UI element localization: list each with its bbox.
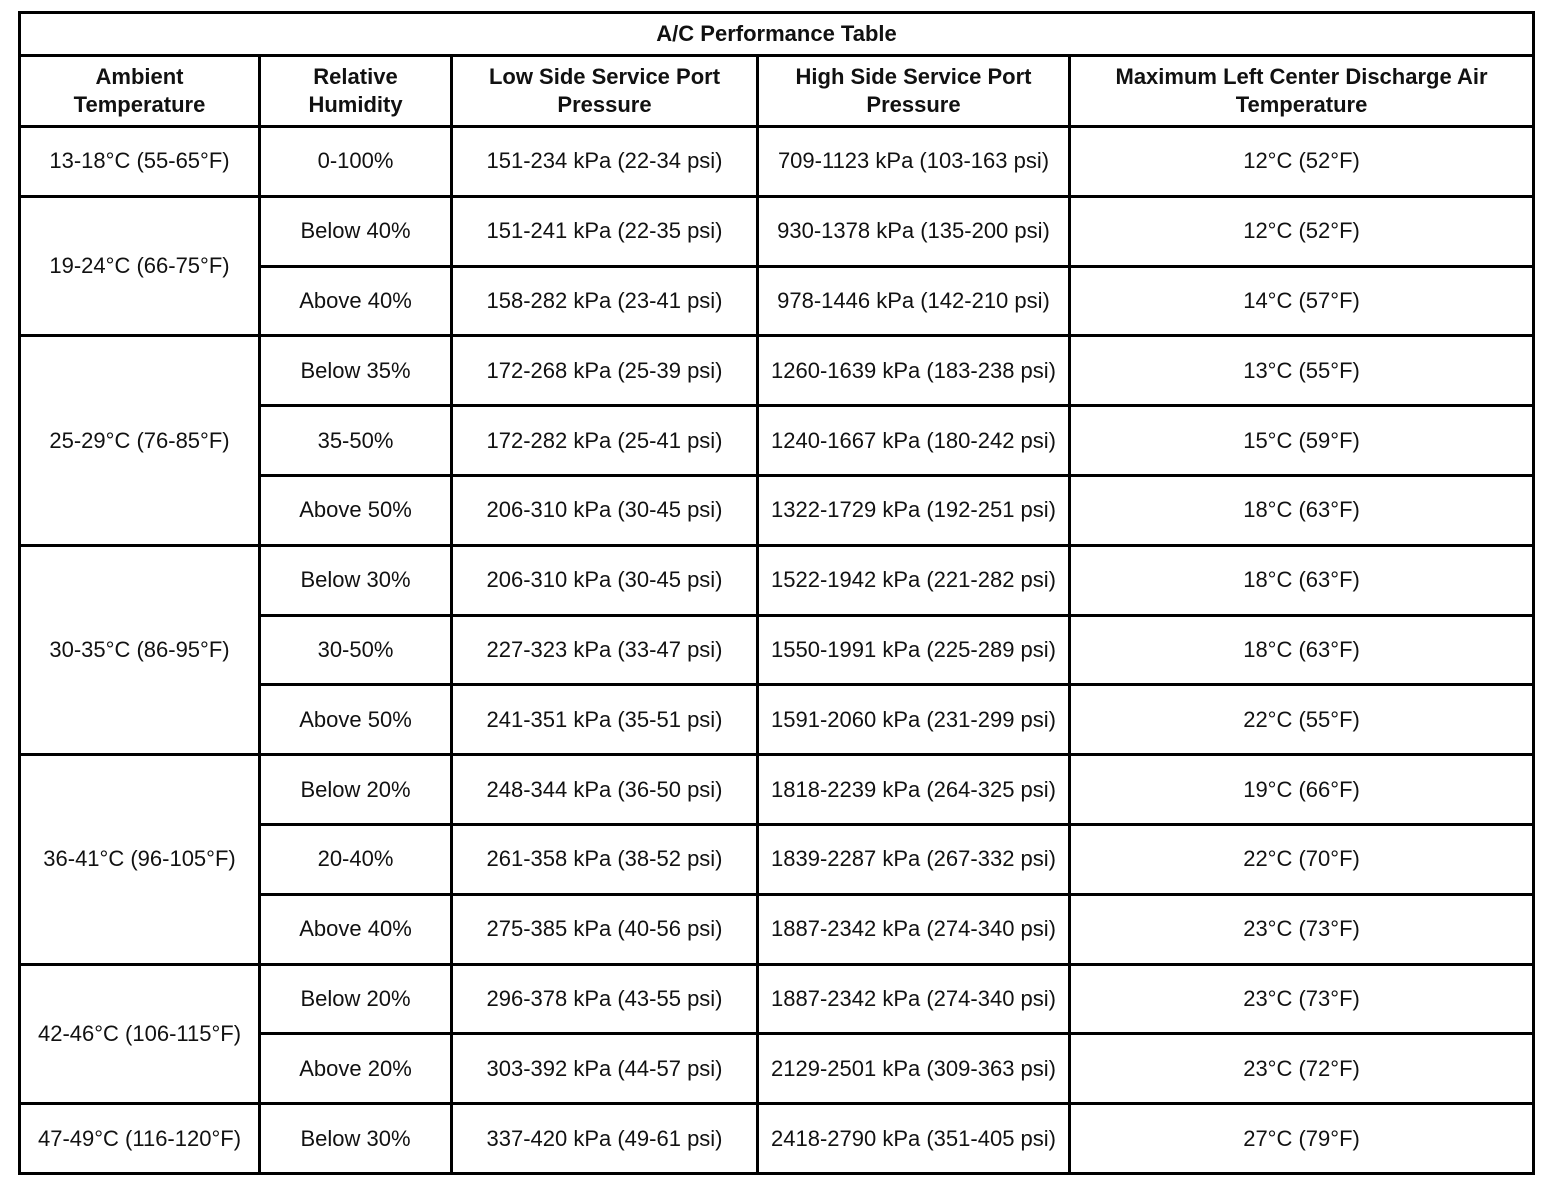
discharge-air-temperature-cell: 22°C (55°F): [1070, 685, 1534, 755]
low-side-pressure-cell: 172-282 kPa (25-41 psi): [452, 406, 758, 476]
low-side-pressure-cell: 206-310 kPa (30-45 psi): [452, 475, 758, 545]
discharge-air-temperature-cell: 23°C (73°F): [1070, 894, 1534, 964]
table-row: [20, 545, 1534, 615]
high-side-pressure-cell: 1887-2342 kPa (274-340 psi): [758, 894, 1070, 964]
discharge-air-temperature-cell: 13°C (55°F): [1070, 336, 1534, 406]
high-side-pressure-cell: 930-1378 kPa (135-200 psi): [758, 196, 1070, 266]
relative-humidity-cell: Below 30%: [260, 1104, 452, 1174]
discharge-air-temperature-cell: 14°C (57°F): [1070, 266, 1534, 336]
ambient-temperature-cell: 19-24°C (66-75°F): [20, 196, 260, 336]
relative-humidity-cell: Below 20%: [260, 964, 452, 1034]
table-row: [20, 964, 1534, 1034]
high-side-pressure-cell: 2129-2501 kPa (309-363 psi): [758, 1034, 1070, 1104]
table-row: [20, 127, 1534, 197]
discharge-air-temperature-cell: 27°C (79°F): [1070, 1104, 1534, 1174]
header-low-side-pressure: Low Side Service Port Pressure: [452, 56, 758, 127]
low-side-pressure-cell: 275-385 kPa (40-56 psi): [452, 894, 758, 964]
relative-humidity-cell: 35-50%: [260, 406, 452, 476]
ac-performance-table: [18, 11, 1535, 1175]
header-high-side-pressure: High Side Service Port Pressure: [758, 56, 1070, 127]
relative-humidity-cell: 30-50%: [260, 615, 452, 685]
header-discharge-air-temperature: Maximum Left Center Discharge Air Temperature: [1070, 56, 1534, 127]
discharge-air-temperature-cell: 18°C (63°F): [1070, 475, 1534, 545]
relative-humidity-cell: Above 50%: [260, 685, 452, 755]
high-side-pressure-cell: 1550-1991 kPa (225-289 psi): [758, 615, 1070, 685]
discharge-air-temperature-cell: 19°C (66°F): [1070, 755, 1534, 825]
low-side-pressure-cell: 172-268 kPa (25-39 psi): [452, 336, 758, 406]
discharge-air-temperature-cell: 18°C (63°F): [1070, 545, 1534, 615]
low-side-pressure-cell: 296-378 kPa (43-55 psi): [452, 964, 758, 1034]
discharge-air-temperature-cell: 23°C (72°F): [1070, 1034, 1534, 1104]
relative-humidity-cell: Above 20%: [260, 1034, 452, 1104]
high-side-pressure-cell: 1260-1639 kPa (183-238 psi): [758, 336, 1070, 406]
table-body: [20, 127, 1534, 1174]
low-side-pressure-cell: 303-392 kPa (44-57 psi): [452, 1034, 758, 1104]
ambient-temperature-cell: 47-49°C (116-120°F): [20, 1104, 260, 1174]
relative-humidity-cell: Below 35%: [260, 336, 452, 406]
ambient-temperature-cell: 13-18°C (55-65°F): [20, 127, 260, 197]
ambient-temperature-cell: 36-41°C (96-105°F): [20, 755, 260, 964]
discharge-air-temperature-cell: 22°C (70°F): [1070, 824, 1534, 894]
high-side-pressure-cell: 978-1446 kPa (142-210 psi): [758, 266, 1070, 336]
relative-humidity-cell: Below 40%: [260, 196, 452, 266]
table-row: [20, 755, 1534, 825]
table-row: [20, 196, 1534, 266]
high-side-pressure-cell: 2418-2790 kPa (351-405 psi): [758, 1104, 1070, 1174]
low-side-pressure-cell: 261-358 kPa (38-52 psi): [452, 824, 758, 894]
ambient-temperature-cell: 42-46°C (106-115°F): [20, 964, 260, 1104]
relative-humidity-cell: Above 40%: [260, 894, 452, 964]
low-side-pressure-cell: 151-234 kPa (22-34 psi): [452, 127, 758, 197]
discharge-air-temperature-cell: 15°C (59°F): [1070, 406, 1534, 476]
relative-humidity-cell: Below 30%: [260, 545, 452, 615]
low-side-pressure-cell: 206-310 kPa (30-45 psi): [452, 545, 758, 615]
header-relative-humidity: Relative Humidity: [260, 56, 452, 127]
high-side-pressure-cell: 1240-1667 kPa (180-242 psi): [758, 406, 1070, 476]
discharge-air-temperature-cell: 12°C (52°F): [1070, 196, 1534, 266]
relative-humidity-cell: Below 20%: [260, 755, 452, 825]
ambient-temperature-cell: 25-29°C (76-85°F): [20, 336, 260, 545]
relative-humidity-cell: 20-40%: [260, 824, 452, 894]
high-side-pressure-cell: 1818-2239 kPa (264-325 psi): [758, 755, 1070, 825]
relative-humidity-cell: Above 50%: [260, 475, 452, 545]
low-side-pressure-cell: 241-351 kPa (35-51 psi): [452, 685, 758, 755]
header-ambient-temperature: Ambient Temperature: [20, 56, 260, 127]
high-side-pressure-cell: 709-1123 kPa (103-163 psi): [758, 127, 1070, 197]
high-side-pressure-cell: 1591-2060 kPa (231-299 psi): [758, 685, 1070, 755]
discharge-air-temperature-cell: 18°C (63°F): [1070, 615, 1534, 685]
low-side-pressure-cell: 248-344 kPa (36-50 psi): [452, 755, 758, 825]
relative-humidity-cell: Above 40%: [260, 266, 452, 336]
low-side-pressure-cell: 151-241 kPa (22-35 psi): [452, 196, 758, 266]
table-row: [20, 1104, 1534, 1174]
high-side-pressure-cell: 1839-2287 kPa (267-332 psi): [758, 824, 1070, 894]
ambient-temperature-cell: 30-35°C (86-95°F): [20, 545, 260, 754]
low-side-pressure-cell: 337-420 kPa (49-61 psi): [452, 1104, 758, 1174]
high-side-pressure-cell: 1322-1729 kPa (192-251 psi): [758, 475, 1070, 545]
low-side-pressure-cell: 158-282 kPa (23-41 psi): [452, 266, 758, 336]
low-side-pressure-cell: 227-323 kPa (33-47 psi): [452, 615, 758, 685]
discharge-air-temperature-cell: 12°C (52°F): [1070, 127, 1534, 197]
high-side-pressure-cell: 1522-1942 kPa (221-282 psi): [758, 545, 1070, 615]
discharge-air-temperature-cell: 23°C (73°F): [1070, 964, 1534, 1034]
high-side-pressure-cell: 1887-2342 kPa (274-340 psi): [758, 964, 1070, 1034]
relative-humidity-cell: 0-100%: [260, 127, 452, 197]
table-row: [20, 336, 1534, 406]
table-title: A/C Performance Table: [20, 13, 1534, 56]
